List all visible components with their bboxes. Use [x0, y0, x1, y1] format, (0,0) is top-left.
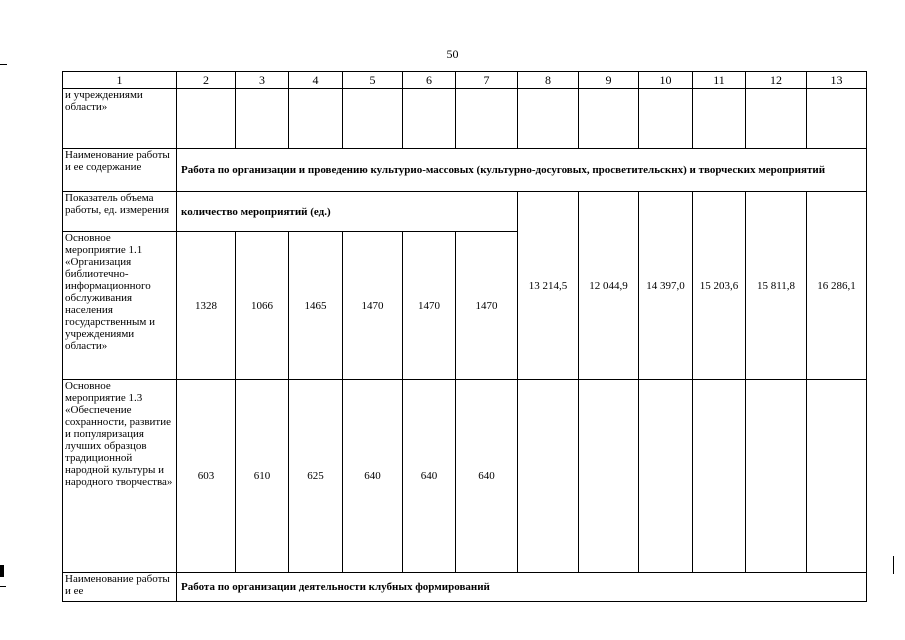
finance-value: 15 203,6 [693, 192, 746, 380]
left-margin-tick [0, 64, 7, 65]
measure-value: 640 [403, 380, 456, 573]
page-number: 50 [446, 47, 459, 61]
measure-value: 603 [177, 380, 236, 573]
measure-value: 640 [456, 380, 518, 573]
measure-value: 1465 [289, 232, 343, 380]
row-name: Наименование работы и ее [63, 573, 177, 602]
work-description: Работа по организации и проведению культурио-массовых (культурно-досуговых, просветительскнх) и творческих мероприятий [177, 149, 867, 192]
header-cell: 6 [403, 72, 456, 89]
indicator-text: количество мероприятий (ед.) [177, 192, 518, 232]
measure-value: 1470 [456, 232, 518, 380]
measure-value: 1470 [403, 232, 456, 380]
row-name: Основное мероприятие 1.3 «Обеспечение сохранности, развитие и популяризация лучших образцов традиционной народной культуры и народного творчества» [63, 380, 177, 573]
finance-value: 16 286,1 [807, 192, 867, 380]
row-name: Наименование работы и ее содержание [63, 149, 177, 192]
header-cell: 7 [456, 72, 518, 89]
work-name-row-2 [63, 573, 867, 602]
row-name: Основное мероприятие 1.1 «Организация библиотечно-информационного обслуживания населения государственным и учреждениями области» [63, 232, 177, 380]
measure-value: 640 [343, 380, 403, 573]
header-row [63, 72, 867, 89]
finance-value: 14 397,0 [639, 192, 693, 380]
header-cell: 10 [639, 72, 693, 89]
header-cell: 5 [343, 72, 403, 89]
header-cell: 13 [807, 72, 867, 89]
header-cell: 3 [236, 72, 289, 89]
header-cell: 8 [518, 72, 579, 89]
left-margin-block [0, 565, 4, 577]
measure-row-1-3 [63, 380, 867, 573]
row-name: и учреждениями области» [63, 89, 177, 149]
measure-value: 1470 [343, 232, 403, 380]
finance-value: 12 044,9 [579, 192, 639, 380]
header-cell: 1 [63, 72, 177, 89]
indicator-row [63, 192, 867, 232]
measure-value: 1066 [236, 232, 289, 380]
row-name: Показатель объема работы, ед. измерения [63, 192, 177, 232]
finance-value: 15 811,8 [746, 192, 807, 380]
work-name-row [63, 149, 867, 192]
measure-value: 1328 [177, 232, 236, 380]
work-description: Работа по организации деятельности клубных формирований [177, 573, 867, 602]
left-margin-tick-2 [0, 586, 6, 587]
header-cell: 2 [177, 72, 236, 89]
header-cell: 4 [289, 72, 343, 89]
measure-value: 610 [236, 380, 289, 573]
measure-value: 625 [289, 380, 343, 573]
finance-value: 13 214,5 [518, 192, 579, 380]
header-cell: 9 [579, 72, 639, 89]
continuation-row [63, 89, 867, 149]
header-cell: 12 [746, 72, 807, 89]
data-table [62, 71, 867, 602]
right-margin-tick [893, 556, 894, 574]
header-cell: 11 [693, 72, 746, 89]
